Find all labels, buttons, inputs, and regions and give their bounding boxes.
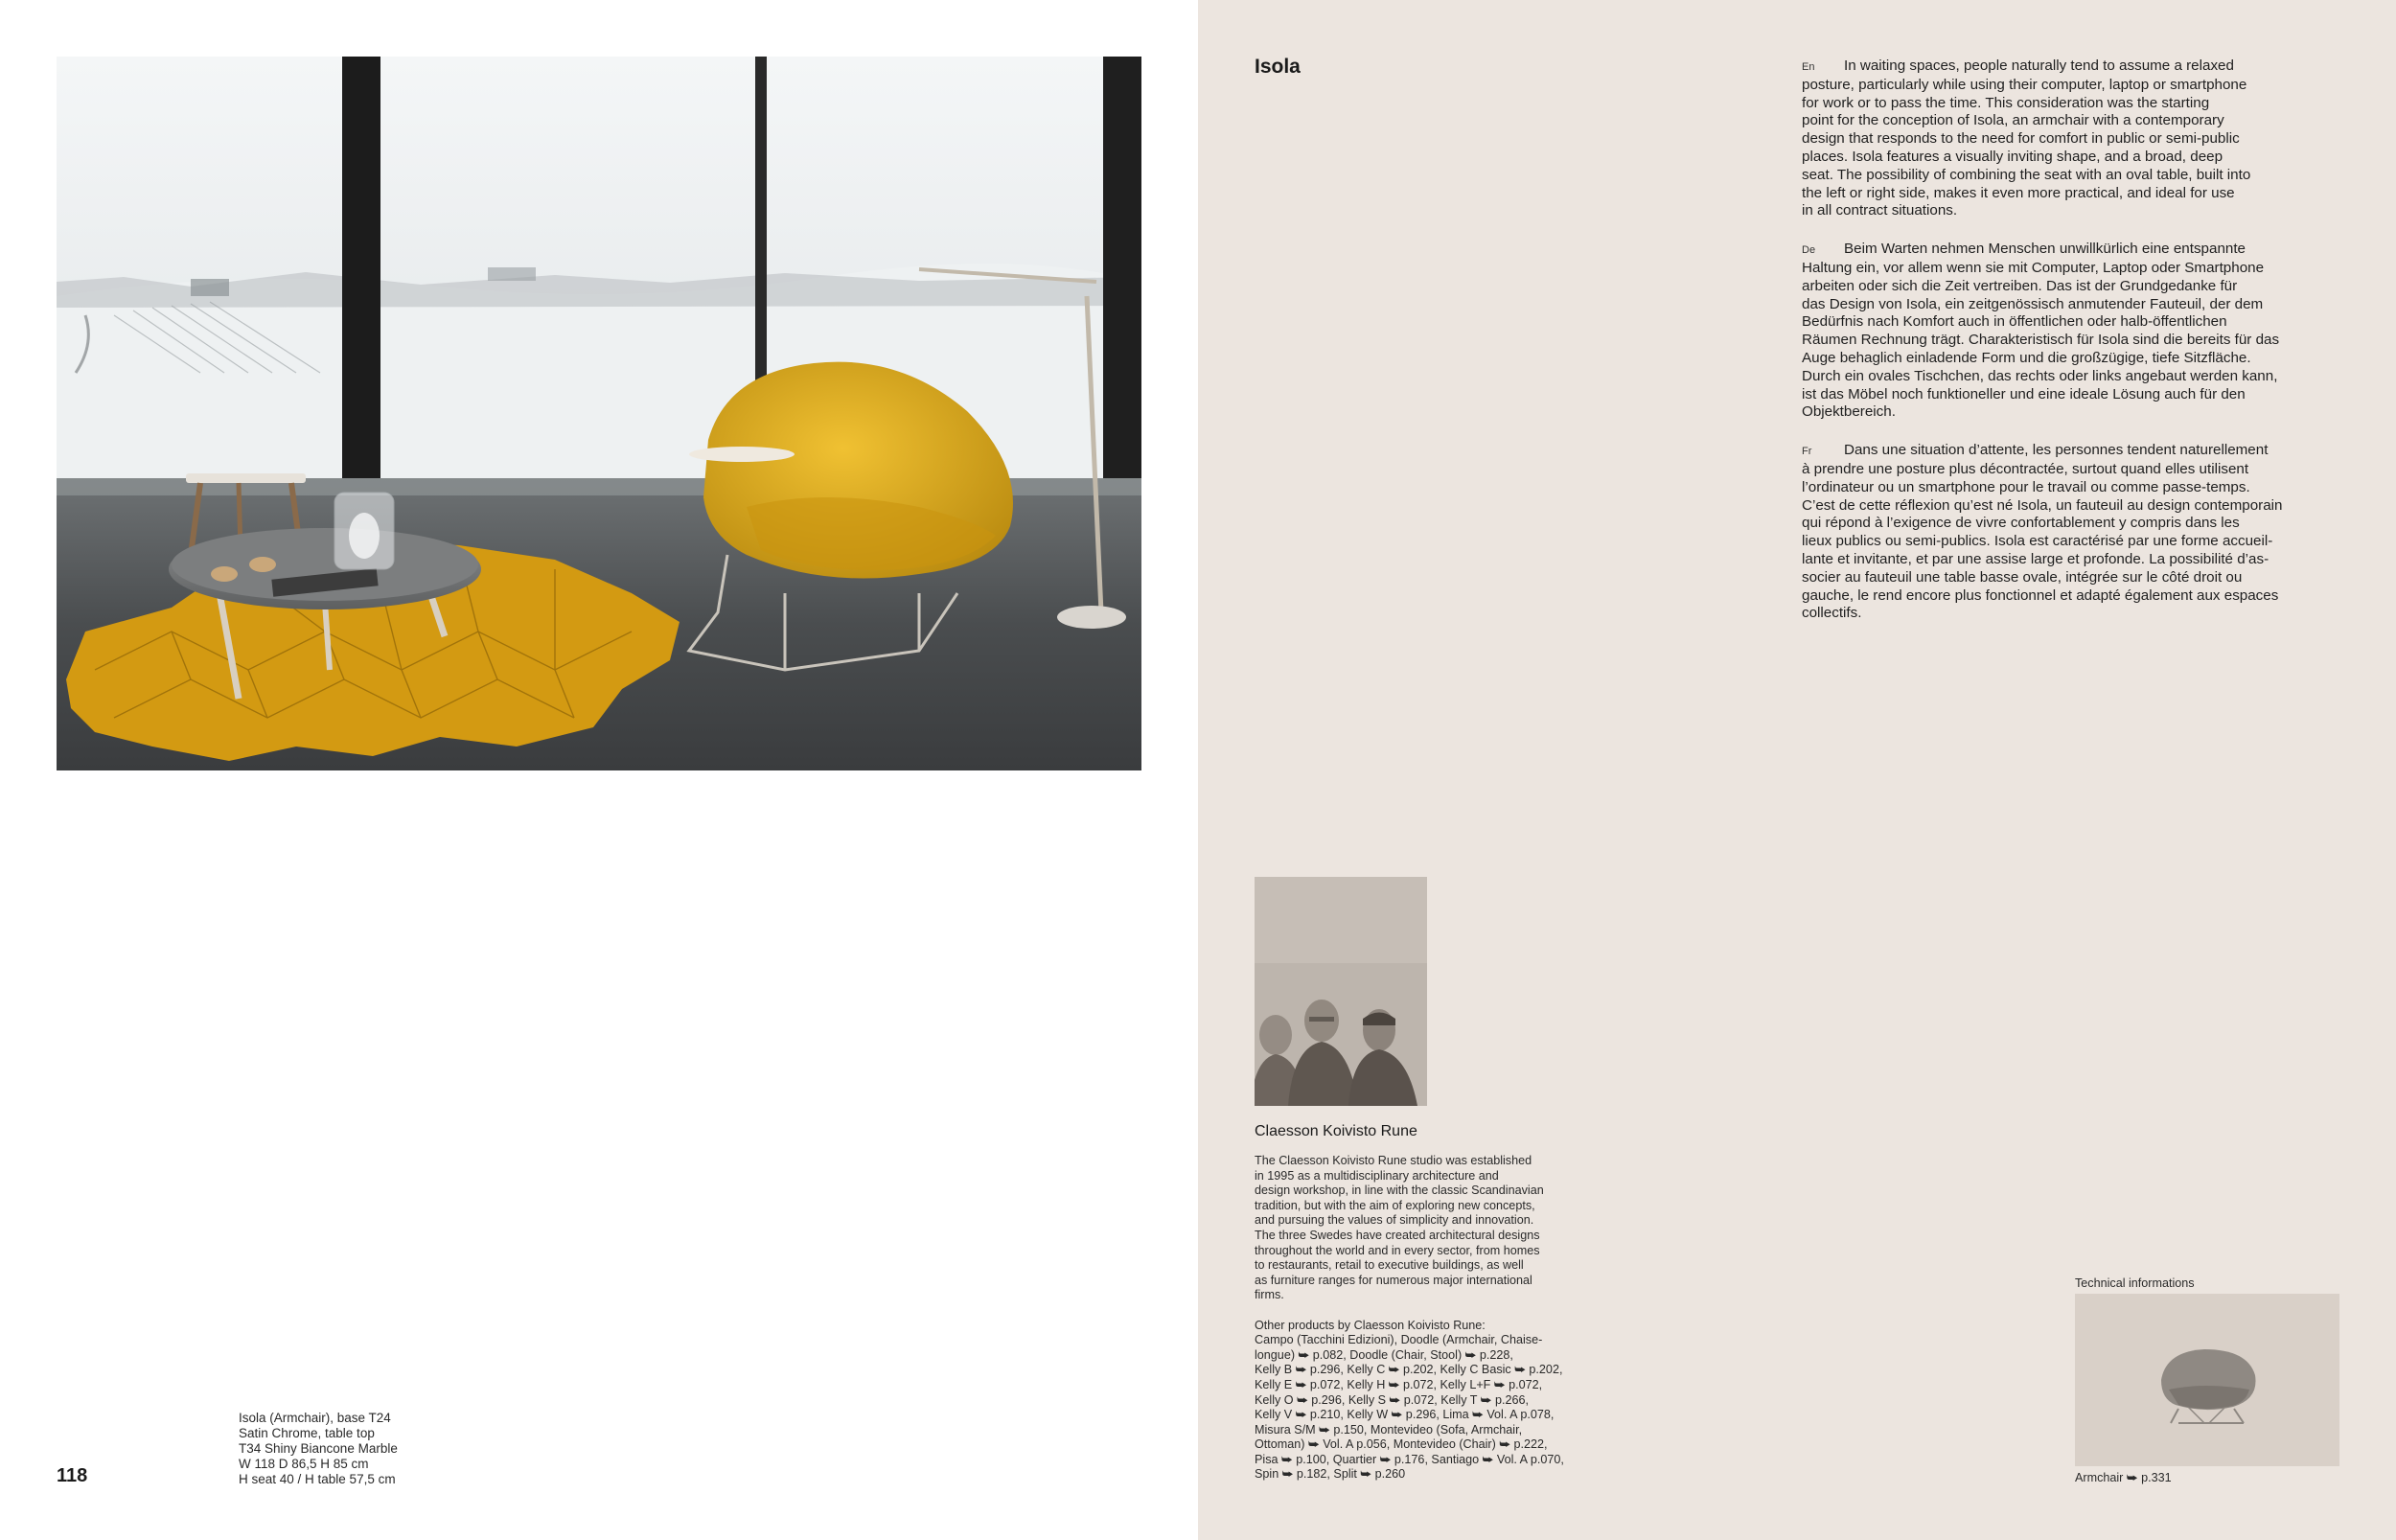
bio-line: to restaurants, retail to executive buildings, as well xyxy=(1255,1258,1524,1273)
text-line: collectifs. xyxy=(1802,605,1862,622)
products-line: Misura S/M ⮩ p.150, Montevideo (Sofa, Armchair, xyxy=(1255,1422,1523,1437)
text-line: Bedürfnis nach Komfort auch in öffentlichen oder halb-öffentlichen xyxy=(1802,313,2227,331)
product-title: Isola xyxy=(1255,56,1301,78)
caption-line: Satin Chrome, table top xyxy=(239,1426,375,1440)
designer-name: Claesson Koivisto Rune xyxy=(1255,1123,1417,1139)
bio-line: tradition, but with the aim of exploring new concepts, xyxy=(1255,1198,1535,1212)
text-line: posture, particularly while using their computer, laptop or smartphone xyxy=(1802,76,2247,93)
products-line: longue) ⮩ p.082, Doodle (Chair, Stool) ⮩ p.228, xyxy=(1255,1347,1513,1362)
text-line: Haltung ein, vor allem wenn sie mit Computer, Laptop oder Smartphone xyxy=(1802,259,2265,276)
text-line: point for the conception of Isola, an armchair with a contemporary xyxy=(1802,112,2224,129)
text-line: ist das Möbel noch funktioneller und eine ideale Lösung auch für den xyxy=(1802,385,2246,402)
text-line: In waiting spaces, people naturally tend to assume a relaxed xyxy=(1844,57,2234,74)
text-line: Räumen Rechnung trägt. Charakteristisch für Isola sind die bereits für das xyxy=(1802,332,2280,349)
designer-portrait xyxy=(1255,877,1427,1106)
text-line: qui répond à l’exigence de vivre confortablement y compris dans les xyxy=(1802,515,2240,532)
right-page xyxy=(1198,0,2396,1540)
products-line: Kelly E ⮩ p.072, Kelly H ⮩ p.072, Kelly L+F ⮩ p.072, xyxy=(1255,1377,1543,1391)
bio-line: and pursuing the values of simplicity and innovation. xyxy=(1255,1213,1534,1228)
caption-line: T34 Shiny Biancone Marble xyxy=(239,1441,398,1456)
armchair-page-reference[interactable]: Armchair ⮩ p.331 xyxy=(2075,1471,2172,1484)
designer-portrait-illustration xyxy=(1255,877,1427,1106)
hero-photo-illustration xyxy=(57,57,1141,770)
text-line: C’est de cette réflexion qu’est né Isola, un fauteuil au design contemporain xyxy=(1802,496,2283,514)
text-line: Durch ein ovales Tischchen, das rechts oder links angebaut werden kann, xyxy=(1802,367,2278,384)
bio-line: firms. xyxy=(1255,1288,1284,1302)
caption-line: W 118 D 86,5 H 85 cm xyxy=(239,1457,369,1471)
page-number: 118 xyxy=(57,1465,88,1486)
bio-line: as furniture ranges for numerous major international xyxy=(1255,1273,1532,1287)
text-line: à prendre une posture plus décontractée, surtout quand elles utilisent xyxy=(1802,460,2249,477)
text-line: socier au fauteuil une table basse ovale, intégrée sur le côté droit ou xyxy=(1802,568,2243,586)
products-line: Pisa ⮩ p.100, Quartier ⮩ p.176, Santiago ⮩ Vol. A p.070, xyxy=(1255,1452,1564,1466)
armchair-thumbnail-illustration xyxy=(2075,1294,2339,1466)
text-line: design that responds to the need for comfort in public or semi-public xyxy=(1802,130,2240,148)
technical-info-label: Technical informations xyxy=(2075,1276,2195,1290)
text-line: seat. The possibility of combining the seat with an oval table, built into xyxy=(1802,166,2251,183)
paragraph-en xyxy=(1802,57,2338,220)
bio-line: throughout the world and in every sector, from homes xyxy=(1255,1243,1540,1257)
text-line: places. Isola features a visually inviting shape, and a broad, deep xyxy=(1802,148,2223,165)
text-line: Objektbereich. xyxy=(1802,403,1896,421)
bio-spacer xyxy=(1255,1303,1657,1319)
description-columns xyxy=(1802,57,2338,643)
language-label: En xyxy=(1802,61,1815,73)
bio-line: design workshop, in line with the classic Scandinavian xyxy=(1255,1184,1544,1198)
product-caption xyxy=(239,1411,488,1487)
text-line: Auge behaglich einladende Form und die großzügige, tiefe Sitzfläche. xyxy=(1802,349,2251,366)
language-label: De xyxy=(1802,244,1816,257)
text-line: lieux publics ou semi-publics. Isola est caractérisé par une forme accueil- xyxy=(1802,533,2273,550)
products-line: Other products by Claesson Koivisto Rune: xyxy=(1255,1318,1486,1332)
products-line: Kelly V ⮩ p.210, Kelly W ⮩ p.296, Lima ⮩ Vol. A p.078, xyxy=(1255,1408,1555,1422)
products-line: Kelly B ⮩ p.296, Kelly C ⮩ p.202, Kelly C Basic ⮩ p.202, xyxy=(1255,1363,1563,1377)
products-line: Spin ⮩ p.182, Split ⮩ p.260 xyxy=(1255,1467,1406,1482)
text-line: arbeiten oder sich die Zeit vertreiben. Das ist der Grundgedanke für xyxy=(1802,277,2238,294)
hero-photo xyxy=(57,57,1141,770)
language-label: Fr xyxy=(1802,446,1812,458)
text-line: lante et invitante, et par une assise large et profonde. La possibilité d’as- xyxy=(1802,550,2269,567)
products-line: Ottoman) ⮩ Vol. A p.056, Montevideo (Chair) ⮩ p.222, xyxy=(1255,1437,1548,1452)
text-line: Beim Warten nehmen Menschen unwillkürlich eine entspannte xyxy=(1844,241,2246,258)
text-line: the left or right side, makes it even more practical, and ideal for use xyxy=(1802,184,2235,201)
products-line: Campo (Tacchini Edizioni), Doodle (Armchair, Chaise- xyxy=(1255,1333,1543,1347)
bio-line: The Claesson Koivisto Rune studio was established xyxy=(1255,1154,1532,1167)
bio-line: in 1995 as a multidisciplinary architecture and xyxy=(1255,1168,1499,1183)
paragraph-de xyxy=(1802,241,2338,422)
paragraph-fr xyxy=(1802,442,2338,623)
text-line: Dans une situation d’attente, les personnes tendent naturellement xyxy=(1844,442,2269,459)
bio-line: The three Swedes have created architectural designs xyxy=(1255,1228,1540,1242)
caption-line: H seat 40 / H table 57,5 cm xyxy=(239,1472,396,1486)
text-line: for work or to pass the time. This consideration was the starting xyxy=(1802,94,2210,111)
text-line: in all contract situations. xyxy=(1802,202,1958,219)
products-line: Kelly O ⮩ p.296, Kelly S ⮩ p.072, Kelly T ⮩ p.266, xyxy=(1255,1392,1529,1407)
technical-thumbnail[interactable] xyxy=(2075,1294,2339,1466)
text-line: l’ordinateur ou un smartphone pour le travail ou comme passe-temps. xyxy=(1802,478,2250,495)
caption-line: Isola (Armchair), base T24 xyxy=(239,1411,391,1425)
text-line: das Design von Isola, ein zeitgenössisch anmutender Fauteuil, der dem xyxy=(1802,295,2264,312)
designer-bio xyxy=(1255,1154,1657,1483)
text-line: gauche, le rend encore plus fonctionnel et adapté également aux espaces xyxy=(1802,586,2279,604)
